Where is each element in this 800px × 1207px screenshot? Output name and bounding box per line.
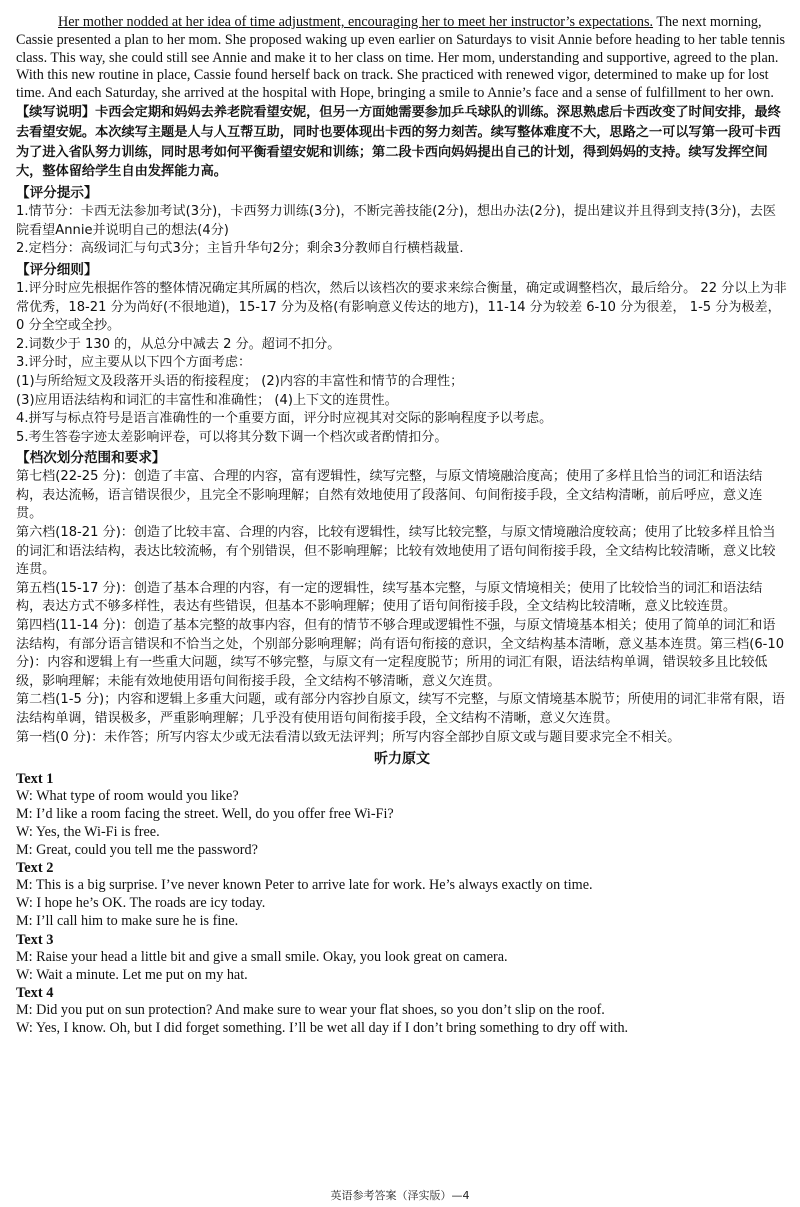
- listening-text-3: [16, 931, 788, 985]
- text-label: Text 2: [16, 860, 54, 877]
- dialogue-line: W: Yes, I know. Oh, but I did forget something. I’ll be wet all day if I don’t bring something to dry off with.: [16, 1020, 629, 1037]
- details-heading: 【评分细则】: [16, 261, 98, 278]
- detail-item: (3)应用语法结构和词汇的丰富性和准确性； (4)上下文的连贯性。: [16, 392, 398, 408]
- hints-heading: 【评分提示】: [16, 185, 98, 202]
- text-label: Text 1: [16, 771, 54, 788]
- dialogue-line: W: What type of room would you like?: [16, 788, 239, 805]
- note-heading: 【续写说明】: [16, 104, 96, 120]
- tier-item: 第七档(22-25 分)：创造了丰富、合理的内容，富有逻辑性，续写完整，与原文情境融洽度高；使用了多样且恰当的词汇和语法结构，表达流畅，语言错误很少，且完全不影响理解；自然有效地使用了段落间、句间衔接手段，全文结构清晰，前后呼应，意义连贯。: [16, 469, 763, 522]
- tier-item: 第五档(15-17 分)：创造了基本合理的内容，有一定的逻辑性，续写基本完整，与原文情境相关；使用了比较恰当的词汇和语法结构，表达方式不够多样性，表达有些错误，但基本不影响理解；使用了语句间衔接手段，全文结构比较清晰，意义比较连贯。: [16, 580, 763, 615]
- detail-item: 2.词数少于 130 的，从总分中减去 2 分。超词不扣分。: [16, 336, 341, 352]
- dialogue-line: M: Raise your head a little bit and give a small smile. Okay, you look great on camera.: [16, 948, 508, 965]
- detail-item: (1)与所给短文及段落开头语的衔接程度； (2)内容的丰富性和情节的合理性；: [16, 373, 464, 389]
- document-page: [16, 14, 788, 1038]
- listening-text-2: [16, 859, 788, 930]
- hint-item: 2.定档分：高级词汇与句式3分；主旨升华句2分；剩余3分教师自行横档裁量.: [16, 241, 464, 257]
- detail-item: 3.评分时，应主要从以下四个方面考虑：: [16, 355, 252, 371]
- tier-item: 第一档(0 分)：未作答；所写内容太少或无法看清以致无法评判；所写内容全部抄自原文或与题目要求完全不相关。: [16, 729, 681, 745]
- detail-item: 1.评分时应先根据作答的整体情况确定其所属的档次，然后以该档次的要求来综合衡量，确定或调整档次，最后给分。 22 分以上为非常优秀，18-21 分为尚好(不很地道)，15-17 分为及格(有影响意义传达的地方)，11-14 分为较差 6-10 分为很差， 1-5 分为极差，0 分全空或全抄。: [16, 280, 787, 334]
- detail-item: 5.考生答卷字迹太差影响评卷，可以将其分数下调一个档次或者酌情扣分。: [16, 429, 448, 445]
- continuation-note: [16, 103, 788, 182]
- continuation-paragraph: [16, 14, 788, 103]
- text-label: Text 4: [16, 985, 54, 1002]
- text-label: Text 3: [16, 931, 54, 948]
- dialogue-line: M: This is a big surprise. I’ve never known Peter to arrive late for work. He’s always exactly on time.: [16, 877, 593, 894]
- dialogue-line: M: Did you put on sun protection? And make sure to wear your flat shoes, so you don’t slip on the roof.: [16, 1002, 605, 1019]
- listening-title: 听力原文: [374, 751, 430, 768]
- tier-item: 第六档(18-21 分)：创造了比较丰富、合理的内容，比较有逻辑性，续写比较完整，与原文情境融洽度较高；使用了比较多样且恰当的词汇和语法结构，表达比较流畅，有个别错误，但不影响理解；比较有效地使用了语句间衔接手段，全文结构比较清晰，意义比较连贯。: [16, 525, 776, 578]
- continuation-body: The next morning, Cassie presented a plan to her mom. She proposed waking up even earlier on Saturdays to visit Annie before heading to her table tennis class. This way, she could still see Annie and make it to her class on time. Her mom, understanding and supportive, agreed to the plan. With this new routine in place, Cassie found herself back on track. She practiced with renewed vigor, determined to make up for lost time. And each Saturday, she arrived at the hospital with Hope, bringing a smile to Annie’s face and a sense of fulfillment to her own.: [16, 14, 786, 102]
- dialogue-line: M: I’ll call him to make sure he is fine.: [16, 912, 239, 929]
- dialogue-line: M: Great, could you tell me the password?: [16, 841, 258, 858]
- tiers-heading: 【档次划分范围和要求】: [16, 450, 166, 467]
- tier-item: 第二档(1-5 分)；内容和逻辑上多重大问题，或有部分内容抄自原文，续写不完整，与原文情境基本脱节；所使用的词汇非常有限，语法结构单调，错误极多，严重影响理解；几乎没有使用语句间衔接手段，全文结构不清晰，意义欠连贯。: [16, 692, 786, 727]
- tier-item: 第四档(11-14 分)：创造了基本完整的故事内容，但有的情节不够合理或逻辑性不强，与原文情境基本相关；使用了简单的词汇和语法结构，有部分语言错误和不恰当之处，个别部分影响理解；尚有语句衔接的意识，全文结构基本清晰，意义基本连贯。第三档(6-10 分)：内容和逻辑上有一些重大问题，续写不够完整，与原文有一定程度脱节；所用的词汇有限，语法结构单调，错误较多且比较低级，影响理解；未能有效地使用语句间衔接手段，全文结构不够清晰，意义欠连贯。: [16, 618, 785, 689]
- hint-item: 1.情节分：卡西无法参加考试(3分)，卡西努力训练(3分)，不断完善技能(2分)，想出办法(2分)，提出建议并且得到支持(3分)，去医院看望Annie并说明自己的想法(4分): [16, 204, 776, 238]
- listening-text-1: [16, 770, 788, 859]
- page-footer: 英语参考答案（泽实版）—4: [330, 1189, 470, 1202]
- continuation-first-sentence: Her mother nodded at her idea of time adjustment, encouraging her to meet her instructor’s expectations.: [58, 14, 654, 30]
- detail-item: 4.拼写与标点符号是语言准确性的一个重要方面，评分时应视其对交际的影响程度予以考虑。: [16, 411, 553, 427]
- listening-text-4: [16, 984, 788, 1038]
- dialogue-line: W: Yes, the Wi-Fi is free.: [16, 823, 160, 840]
- dialogue-line: M: I’d like a room facing the street. Well, do you offer free Wi-Fi?: [16, 806, 394, 822]
- dialogue-line: W: I hope he’s OK. The roads are icy today.: [16, 895, 266, 912]
- note-text: 卡西会定期和妈妈去养老院看望安妮，但另一方面她需要参加乒乓球队的训练。深思熟虑后卡西改变了时间安排，最终去看望安妮。本次续写主题是人与人互帮互助，同时也要体现出卡西的努力刻苦。续写整体难度不大，思路之一可以写第一段可卡西为了进入省队努力训练，同时思考如何平衡看望安妮和训练；第二段卡西向妈妈提出自己的计划，得到妈妈的支持。续写发挥空间大，整体留给学生自由发挥能力高。: [16, 104, 781, 180]
- dialogue-line: W: Wait a minute. Let me put on my hat.: [16, 966, 248, 983]
